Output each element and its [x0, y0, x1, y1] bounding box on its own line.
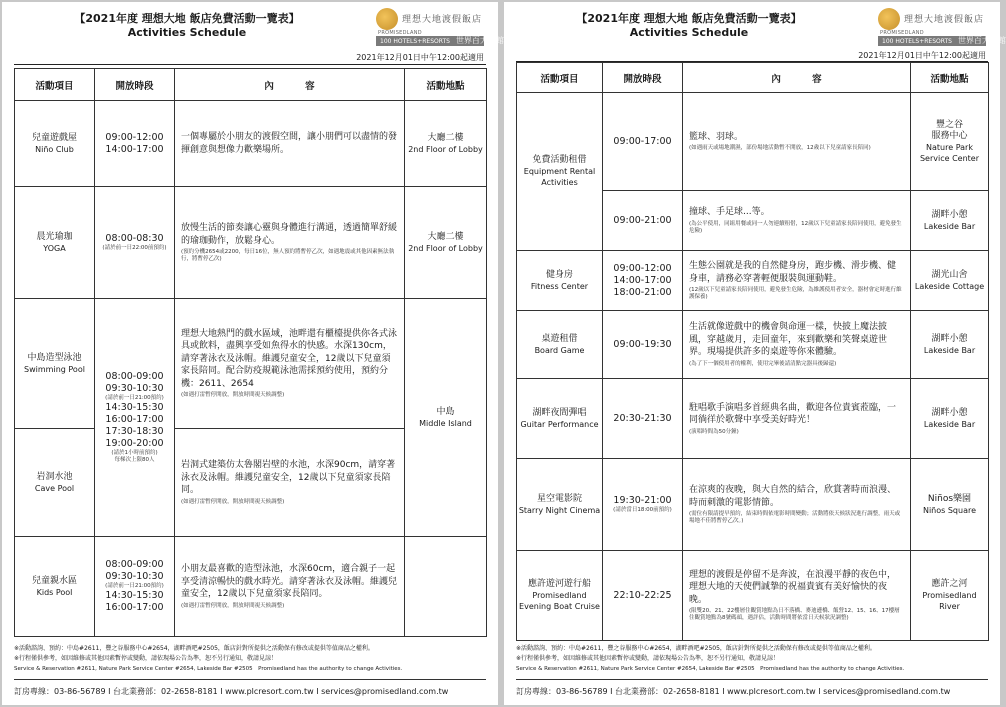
logo-script: 理想大地渡假飯店 [402, 15, 483, 25]
logo-name: PROMISEDLAND [880, 30, 924, 36]
col-header-item: 活動項目 [517, 63, 603, 93]
contact-line: 訂房專線：03-86-56789 I 台北業務部：02-2658-8181 I www.plcresort.com.tw I services@promisedland.com.tw [516, 687, 951, 696]
table-row: 岩洞水池 Cave Pool 岩洞式建築仿太魯閣岩壁的水池，水深90cm，請穿著泳衣及泳帽。維護兒童安全，12歲以下兒童須家長陪同。 (如遇打雷暫停開放，開放時間視天候調整) [15, 429, 487, 537]
col-header-time: 開放時段 [95, 69, 175, 101]
page-title [2, 12, 372, 40]
contact-line: 訂房專線：03-86-56789 I 台北業務部：02-2658-8181 I www.plcresort.com.tw I services@promisedland.com.tw [14, 687, 449, 696]
promisedland-logo [878, 8, 1006, 46]
col-header-time: 開放時段 [603, 63, 683, 93]
pool-shared-times: 08:00-09:00 09:30-10:30 (請於前一日21:00預約) 14:30-15:30 16:00-17:00 17:30-18:30 19:00-20:00 (請於1小時前預約) 每梯次上限80人 [95, 299, 175, 537]
title-text: 【2021年度 理想大地 飯店免費活動一覽表】 [74, 12, 300, 25]
footer-line-2: ※行程僅供參考，如因維修或其他因素暫停或變動，請依現場公告為準，恕不另行通知，敬請見諒！ [516, 655, 780, 662]
logo-emblem-icon [376, 8, 398, 30]
table-row: 湖畔夜間彈唱 Guitar Performance 20:30-21:30 駐唱歌手演唱多首經典名曲，歡迎各位貴賓蒞臨，一同徜徉於歌聲中享受美好時光！ (演唱時間為50分鐘) 湖畔小憩 Lakeside Bar [517, 379, 989, 459]
table-row: 健身房 Fitness Center 09:00-12:00 14:00-17:00 18:00-21:00 生態公園就是我的自然健身房，跑步機、滑步機、健身車，請務必穿著輕便服裝與運動鞋。 (12歲以下兒童請家長陪同使用，避免發生危險，為維護使用者安全，器材會定時進行維護保養) 湖光山舍 Lakeside Cottage [517, 251, 989, 311]
footer-notes [516, 644, 988, 674]
page-title [504, 12, 874, 40]
logo-bar: 100 HOTELS+RESORTS 世界百大旅館 [878, 36, 986, 46]
footer-line-3: Service & Reservation #2611, Nature Park Service Center #2654, Lakeside Bar #2505 Promisedland has the authority to change Activities. [516, 666, 905, 672]
subtitle-text: Activities Schedule [127, 26, 247, 39]
logo-script: 理想大地渡假飯店 [904, 15, 985, 25]
subtitle-text: Activities Schedule [629, 26, 749, 39]
effective-date: 2021年12月01日中午12:00起適用 [356, 53, 484, 62]
schedule-page-left [2, 2, 504, 705]
schedule-table-left [14, 68, 487, 637]
footer-line-1: ※活動諮詢、預約：中島#2611，豐之谷服務中心#2654，湖畔酒吧#2505，飯店針對所提供之活動保有修改或提供等值商品之權利。 [14, 645, 374, 652]
table-row: 免費活動租借 Equipment Rental Activities 09:00-17:00 籃球、羽球。 (如遇雨天或場地潮濕，部份場地活動暫不開放，12歲以下兒童請家長陪同) 豐之谷 服務中心 Nature Park Service Center [517, 93, 989, 191]
col-header-location: 活動地點 [911, 63, 989, 93]
title-text: 【2021年度 理想大地 飯店免費活動一覽表】 [576, 12, 802, 25]
table-row: 桌遊租借 Board Game 09:00-19:30 生活就像遊戲中的機會與命運一樣，快披上魔法披風，穿越歲月，走回童年，來到歡樂和笑聲桌遊世界。現場提供許多的桌遊等你來體驗。 (為了下一個使用者的權利，使用完畢後請清點完器具後歸還) 湖畔小憩 Lakeside Bar [517, 311, 989, 379]
table-row: 晨光瑜珈 YOGA 08:00-08:30 (請於前一日22:00前預約) 放慢生活的節奏讓心靈與身體進行溝通，透過簡單舒緩的瑜珈動作，放鬆身心。 (預約分機2654或2200，每日16位，無人預約將暫停乙次，如遇地震或其他因素無法執行，將暫停乙次) 大廳二樓 2nd Floor of Lobby [15, 187, 487, 299]
effective-date: 2021年12月01日中午12:00起適用 [858, 51, 986, 60]
col-header-location: 活動地點 [405, 69, 487, 101]
logo-name: PROMISEDLAND [378, 30, 422, 36]
logo-bar: 100 HOTELS+RESORTS 世界百大旅館 [376, 36, 484, 46]
schedule-table-right [516, 62, 989, 641]
footer-line-3: Service & Reservation #2611, Nature Park Service Center #2654, Lakeside Bar #2505 Promisedland has the authority to change Activities. [14, 666, 403, 672]
table-row: 兒童親水區 Kids Pool 08:00-09:00 09:30-10:30 (請於前一日21:00預約) 14:30-15:30 16:00-17:00 小朋友最喜歡的造型泳池，水深60cm，適合親子一起享受清涼暢快的戲水時光。請穿著泳衣及泳帽。維護兒童安全，12歲以下兒童須家長陪同。 (如遇打雷暫停開放，開放時間視天候調整) [15, 537, 487, 637]
table-row: 中島造型泳池 Swimming Pool 08:00-09:00 09:30-10:30 (請於前一日21:00預約) 14:30-15:30 16:00-17:00 17:30-18:30 19:00-20:00 (請於1小時前預約) 每梯次上限80人 理想大地熱門的戲水區域，池畔還有櫃檯提供你各式泳具或飲料，盡興享受如魚得水的快感。水深130cm，請穿著泳衣及泳帽。維護兒童安全，12歲以下兒童須家長陪同。配合防疫規範泳池需採預約使用，預約分機：2611、2654 (如遇打雷暫停開放，開放時間視天候調整) 中島 Middle Island [15, 299, 487, 429]
pool-shared-location: 中島 Middle Island [405, 299, 487, 537]
col-header-content: 內 容 [683, 63, 911, 93]
table-row: 09:00-21:00 撞球、手足球...等。 (為公平使用，同組用餐或同一人勿連續租借，12歲以下兒童請家長陪同使用，避免發生危險) 湖畔小憩 Lakeside Bar [517, 191, 989, 251]
logo-emblem-icon [878, 8, 900, 30]
header-rule [14, 64, 486, 65]
table-row: 兒童遊戲屋 Niño Club 09:00-12:00 14:00-17:00 一個專屬於小朋友的渡假空間，讓小朋們可以盡情的發揮創意與想像力歡樂場所。 大廳二樓 2nd Floor of Lobby [15, 101, 487, 187]
footer-line-2: ※行程僅供參考，如因維修或其他因素暫停或變動，請依現場公告為準，恕不另行通知，敬請見諒！ [14, 655, 278, 662]
footer-rule [14, 679, 486, 680]
col-header-item: 活動項目 [15, 69, 95, 101]
schedule-page-right [504, 2, 1006, 705]
footer-rule [516, 679, 988, 680]
footer-line-1: ※活動諮詢、預約：中島#2611，豐之谷服務中心#2654，湖畔酒吧#2505，飯店針對所提供之活動保有修改或提供等值商品之權利。 [516, 645, 876, 652]
footer-notes [14, 644, 486, 674]
table-row: 應許遊河遊行船 Promisedland Evening Boat Cruise 22:10-22:25 理想的渡假是停留不是奔波，在浪漫平靜的夜色中，理想大地的天使們誠摯的祝福貴賓有美好愉快的夜晚。 (限雙20、21、22樓層住觀賞地點為日不落橋、麥迪遜橋、飯營12、15、16、17樓層住觀賞地點為8號碼頭，遇評估，活動時間將依當日天候狀況調整) 應許之河 Promisedland River [517, 551, 989, 641]
table-row: 星空電影院 Starry Night Cinema 19:30-21:00 (請於當日18:00前預約) 在涼爽的夜晚，與大自然的結合，欣賞著時而浪漫、時而刺激的電影情節。 (需位有限請提早預約，結束時間依電影時間變動；活動將依天候狀況進行調整，雨天或場地不佳將暫停乙次。) Niños樂園 Niños Square [517, 459, 989, 551]
col-header-content: 內 容 [175, 69, 405, 101]
promisedland-logo [376, 8, 504, 46]
